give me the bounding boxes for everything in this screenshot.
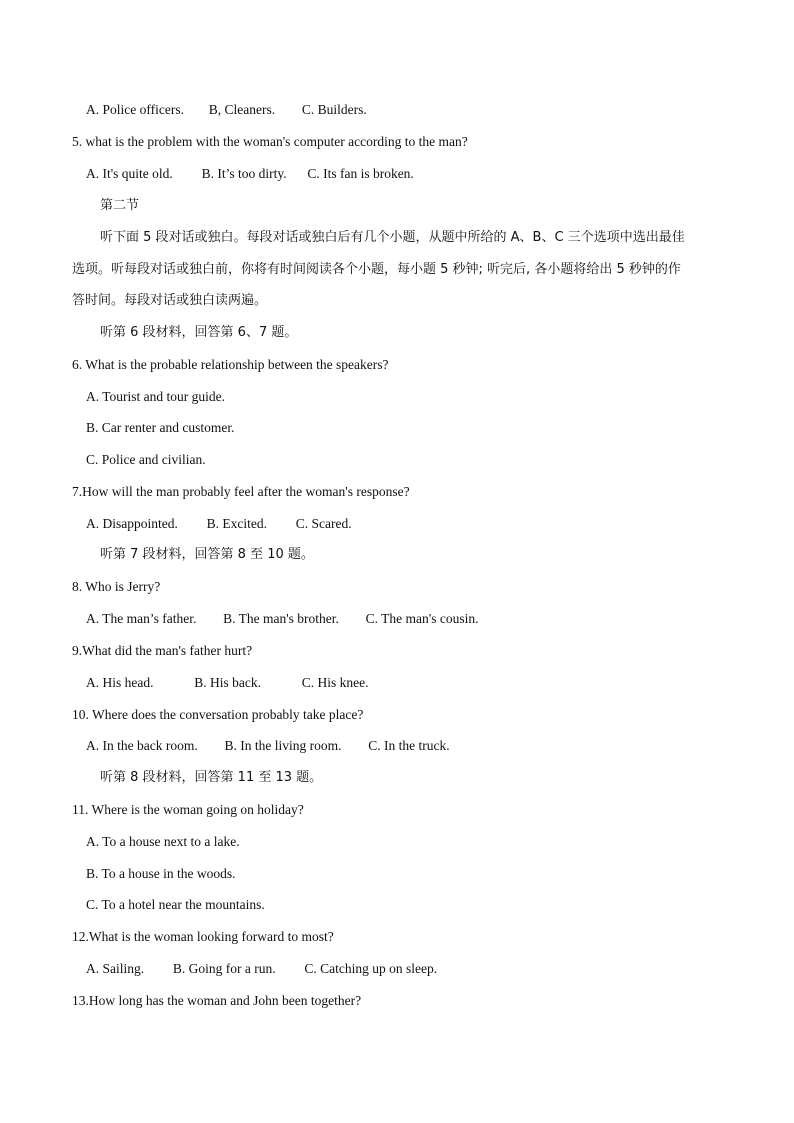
q4-options — [86, 101, 367, 119]
q7-question: 7.How will the man probably feel after the woman's response? — [72, 484, 410, 499]
q6-question: 6. What is the probable relationship between the speakers? — [72, 357, 389, 372]
q4-option-a: A. Police officers. — [86, 102, 184, 117]
q8-options — [86, 610, 478, 628]
q7-option-c: C. Scared. — [295, 516, 352, 531]
q11-option-c: C. To a hotel near the mountains. — [86, 897, 265, 912]
q9-option-c: C. His knee. — [301, 675, 369, 690]
material-6-heading: 听第 6 段材料，回答第 6、7 题。 — [100, 325, 298, 340]
q10-option-b: B. In the living room. — [224, 738, 342, 753]
q12-options — [86, 960, 437, 978]
q8-option-c: C. The man's cousin. — [365, 611, 479, 626]
q5-option-a: A. It's quite old. — [86, 166, 173, 181]
q7-options — [86, 515, 352, 533]
q8-question: 8. Who is Jerry? — [72, 579, 161, 594]
q10-option-a: A. In the back room. — [86, 738, 198, 753]
q4-option-c: C. Builders. — [301, 102, 367, 117]
q8-option-a: A. The man’s father. — [86, 611, 197, 626]
q10-question: 10. Where does the conversation probably take place? — [72, 707, 364, 722]
q12-option-c: C. Catching up on sleep. — [304, 961, 438, 976]
section-instructions-line-2: 选项。听每段对话或独白前，你将有时间阅读各个小题，每小题 5 秒钟; 听完后, 各小题将给出 5 秒钟的作 — [72, 262, 681, 277]
q11-option-b: B. To a house in the woods. — [86, 866, 236, 881]
section-heading: 第二节 — [100, 198, 140, 213]
q9-question: 9.What did the man's father hurt? — [72, 643, 253, 658]
section-instructions-line-1: 听下面 5 段对话或独白。每段对话或独白后有几个小题，从题中所给的 A、B、C 三个选项中选出最佳 — [100, 230, 685, 245]
q12-option-a: A. Sailing. — [86, 961, 145, 976]
material-7-heading: 听第 7 段材料，回答第 8 至 10 题。 — [100, 547, 314, 562]
q12-option-b: B. Going for a run. — [172, 961, 276, 976]
section-instructions-line-3: 答时间。每段对话或独白读两遍。 — [72, 293, 268, 308]
q11-option-a: A. To a house next to a lake. — [86, 834, 240, 849]
q8-option-b: B. The man's brother. — [223, 611, 339, 626]
q9-option-a: A. His head. — [86, 675, 154, 690]
q6-option-c: C. Police and civilian. — [86, 452, 206, 467]
q12-question: 12.What is the woman looking forward to most? — [72, 929, 334, 944]
q5-option-c: C. Its fan is broken. — [307, 166, 414, 181]
q5-option-b: B. It’s too dirty. — [201, 166, 287, 181]
q13-question: 13.How long has the woman and John been together? — [72, 993, 362, 1008]
q4-option-b: B, Cleaners. — [208, 102, 276, 117]
q11-question: 11. Where is the woman going on holiday? — [72, 802, 304, 817]
q6-option-b: B. Car renter and customer. — [86, 420, 235, 435]
q9-option-b: B. His back. — [194, 675, 261, 690]
material-8-heading: 听第 8 段材料，回答第 11 至 13 题。 — [100, 770, 323, 785]
q5-options — [86, 165, 414, 183]
q6-option-a: A. Tourist and tour guide. — [86, 389, 226, 404]
q7-option-a: A. Disappointed. — [86, 516, 178, 531]
q9-options — [86, 674, 369, 692]
q7-option-b: B. Excited. — [206, 516, 267, 531]
q10-option-c: C. In the truck. — [368, 738, 450, 753]
q10-options — [86, 737, 450, 755]
q5-question: 5. what is the problem with the woman's computer according to the man? — [72, 134, 468, 149]
